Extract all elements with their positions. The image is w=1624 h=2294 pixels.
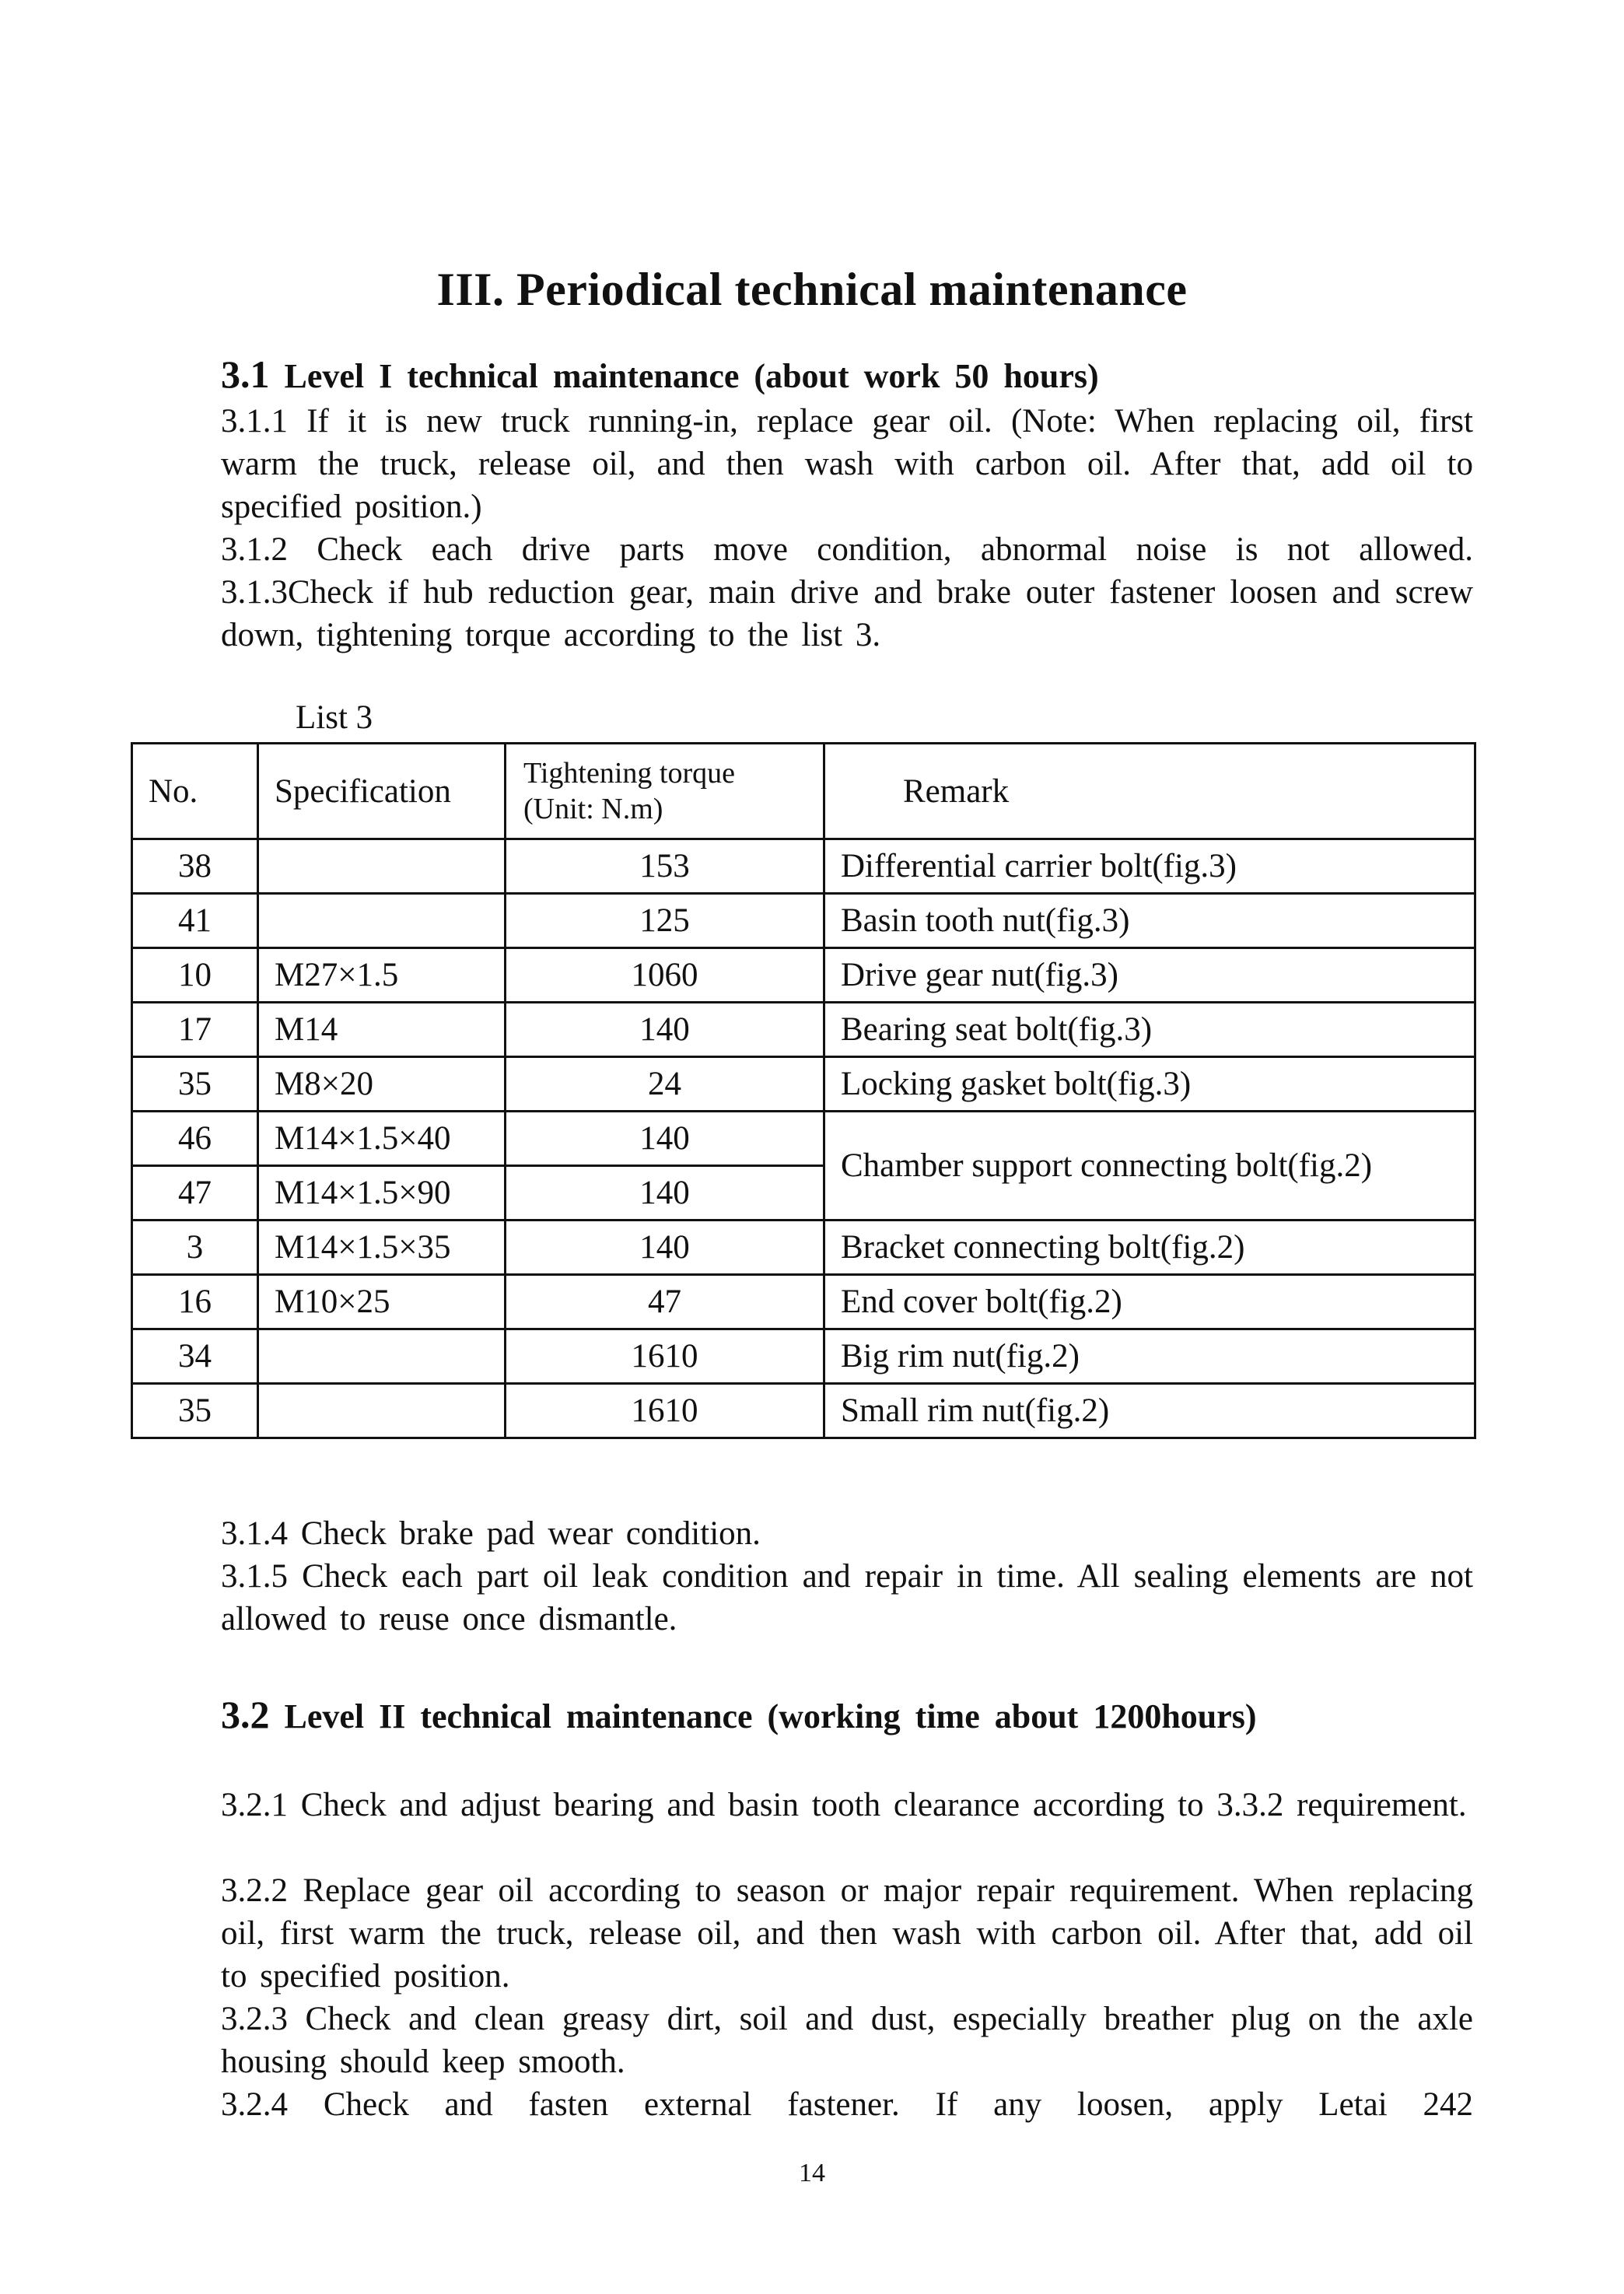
- cell-remark: Small rim nut(fig.2): [824, 1384, 1475, 1438]
- cell-torque: 140: [506, 1221, 824, 1275]
- paragraph-3-2-2: 3.2.2 Replace gear oil according to season or major repair requirement. When replacing oil, first warm the truck, release oil, and then wash with carbon oil. After that, add oil to specified position.: [221, 1872, 1473, 1995]
- cell-torque: 1060: [506, 948, 824, 1003]
- cell-spec: M10×25: [258, 1275, 506, 1329]
- cell-torque: 1610: [506, 1384, 824, 1438]
- paragraph-3-2-3: 3.2.3 Check and clean greasy dirt, soil and dust, especially breather plug on the axle housing should keep smooth.: [221, 2001, 1473, 2080]
- table-row: [132, 839, 1475, 894]
- section-title: Level II technical maintenance (working time about 1200hours): [284, 1697, 1257, 1735]
- cell-torque: 47: [506, 1275, 824, 1329]
- table-row: [132, 1275, 1475, 1329]
- table-header-row: [132, 744, 1475, 839]
- cell-remark: Big rim nut(fig.2): [824, 1329, 1475, 1384]
- section-title: Level I technical maintenance (about work 50 hours): [284, 357, 1099, 395]
- cell-torque: 125: [506, 894, 824, 948]
- paragraph-3-1-5: 3.1.5 Check each part oil leak condition and repair in time. All sealing elements are not allowed to reuse once dismantle.: [221, 1558, 1473, 1637]
- table-row: [132, 1057, 1475, 1112]
- cell-no: 35: [132, 1384, 258, 1438]
- table-row: [132, 948, 1475, 1003]
- header-torque: Tightening torque (Unit: N.m): [506, 744, 824, 839]
- paragraph-3-2-1: 3.2.1 Check and adjust bearing and basin tooth clearance according to 3.3.2 requirement.: [221, 1787, 1467, 1823]
- cell-torque: 140: [506, 1112, 824, 1166]
- cell-spec: [258, 1384, 506, 1438]
- cell-torque: 1610: [506, 1329, 824, 1384]
- cell-spec: [258, 894, 506, 948]
- cell-spec: [258, 839, 506, 894]
- table-row: [132, 1221, 1475, 1275]
- table-row: [132, 1112, 1475, 1166]
- paragraph-3-1-3: 3.1.3Check if hub reduction gear, main drive and brake outer fastener loosen and screw down, tightening torque according to the list 3.: [221, 574, 1473, 653]
- table-row: [132, 1003, 1475, 1057]
- cell-remark: Locking gasket bolt(fig.3): [824, 1057, 1475, 1112]
- paragraph-3-1-2: 3.1.2 Check each drive parts move condition, abnormal noise is not allowed.: [221, 531, 1473, 568]
- cell-torque: 153: [506, 839, 824, 894]
- cell-remark: Basin tooth nut(fig.3): [824, 894, 1475, 948]
- cell-spec: M27×1.5: [258, 948, 506, 1003]
- table-row: [132, 1329, 1475, 1384]
- cell-remark: Bracket connecting bolt(fig.2): [824, 1221, 1475, 1275]
- cell-spec: M14×1.5×90: [258, 1166, 506, 1221]
- paragraph-3-1-1: 3.1.1 If it is new truck running-in, replace gear oil. (Note: When replacing oil, first warm the truck, release oil, and then wash with carbon oil. After that, add oil to specified position.): [221, 403, 1473, 525]
- cell-no: 41: [132, 894, 258, 948]
- cell-torque: 140: [506, 1003, 824, 1057]
- table-row: [132, 894, 1475, 948]
- table-row: [132, 1384, 1475, 1438]
- cell-no: 38: [132, 839, 258, 894]
- paragraph-3-1-4: 3.1.4 Check brake pad wear condition.: [221, 1515, 761, 1552]
- header-no: No.: [132, 744, 258, 839]
- cell-remark: Bearing seat bolt(fig.3): [824, 1003, 1475, 1057]
- header-remark: Remark: [824, 744, 1475, 839]
- cell-spec: M14×1.5×40: [258, 1112, 506, 1166]
- cell-no: 17: [132, 1003, 258, 1057]
- cell-remark: Differential carrier bolt(fig.3): [824, 839, 1475, 894]
- section-3-2-heading: [221, 1692, 1257, 1737]
- cell-remark: End cover bolt(fig.2): [824, 1275, 1475, 1329]
- header-specification: Specification: [258, 744, 506, 839]
- cell-torque: 24: [506, 1057, 824, 1112]
- cell-spec: M14: [258, 1003, 506, 1057]
- tightening-torque-table: [131, 742, 1476, 1439]
- section-number: 3.2: [221, 1693, 270, 1736]
- table-caption: List 3: [296, 699, 373, 736]
- cell-no: 3: [132, 1221, 258, 1275]
- cell-torque: 140: [506, 1166, 824, 1221]
- cell-no: 46: [132, 1112, 258, 1166]
- cell-no: 16: [132, 1275, 258, 1329]
- cell-no: 47: [132, 1166, 258, 1221]
- cell-remark: Drive gear nut(fig.3): [824, 948, 1475, 1003]
- cell-no: 10: [132, 948, 258, 1003]
- page-title: III. Periodical technical maintenance: [436, 264, 1188, 315]
- cell-no: 34: [132, 1329, 258, 1384]
- cell-no: 35: [132, 1057, 258, 1112]
- cell-remark-merged: Chamber support connecting bolt(fig.2): [824, 1112, 1475, 1221]
- page-number: 14: [799, 2159, 825, 2187]
- cell-spec: M8×20: [258, 1057, 506, 1112]
- section-number: 3.1: [221, 352, 270, 396]
- section-3-1-heading: [221, 352, 1099, 397]
- cell-spec: [258, 1329, 506, 1384]
- cell-spec: M14×1.5×35: [258, 1221, 506, 1275]
- paragraph-3-2-4: 3.2.4 Check and fasten external fastener. If any loosen, apply Letai 242: [221, 2086, 1473, 2123]
